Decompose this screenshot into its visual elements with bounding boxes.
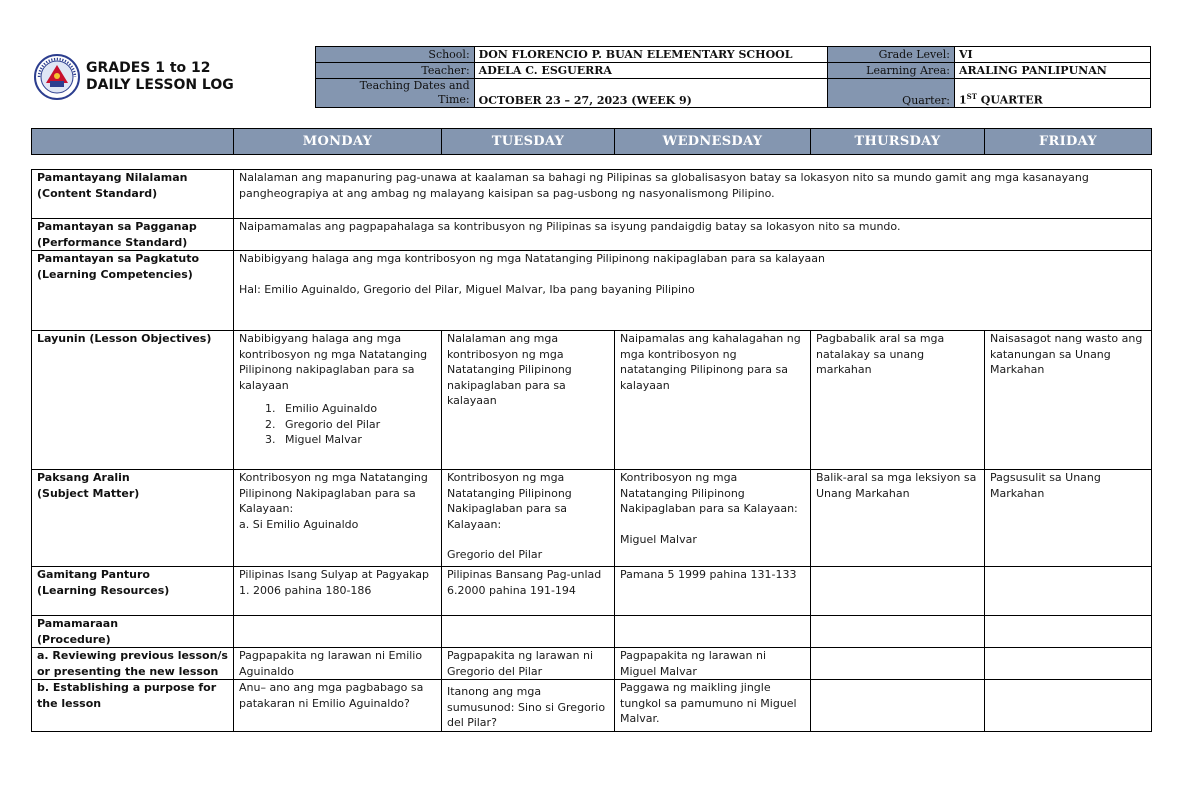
area-label: Learning Area: [828, 63, 955, 79]
subject-friday: Pagsusulit sa Unang Markahan [985, 470, 1152, 567]
subject-text: Kontribosyon ng mga Natatanging Pilipinong Nakipaglaban para sa Kalayaan: [239, 471, 428, 515]
table-row [32, 251, 1152, 331]
row-label-line: Pamantayan sa Pagganap [37, 220, 197, 233]
competency-example: Hal: Emilio Aguinaldo, Gregorio del Pilar, Miguel Malvar, Iba pang bayaning Pilipino [239, 282, 695, 296]
table-row [32, 219, 1152, 251]
resources-label [32, 567, 234, 616]
table-row [32, 170, 1152, 219]
spacer [447, 532, 609, 547]
performance-standard-label [32, 219, 234, 251]
subject-wednesday [615, 470, 811, 567]
teacher-value: ADELA C. ESGUERRA [474, 63, 828, 79]
table-row [32, 648, 1152, 680]
day-friday: FRIDAY [985, 129, 1152, 155]
day-thursday: THURSDAY [811, 129, 985, 155]
dates-label-line-2: Time: [438, 93, 470, 106]
days-corner [32, 129, 234, 155]
resources-thursday [811, 567, 985, 616]
hero-list [239, 401, 436, 448]
row-label-line: (Learning Competencies) [37, 267, 193, 281]
grade-label: Grade Level: [828, 47, 955, 63]
objectives-friday: Naisasagot nang wasto ang katanungan sa Unang Markahan [985, 331, 1152, 470]
reviewing-thursday [811, 648, 985, 680]
row-label-line: (Content Standard) [37, 186, 158, 200]
objectives-label: Layunin (Lesson Objectives) [32, 331, 234, 470]
competency-line: Nabibigyang halaga ang mga kontribosyon ng mga Natatanging Pilipinong nakipaglaban para sa kalayaan [239, 252, 825, 265]
title-line-1: GRADES 1 to 12 [86, 60, 211, 76]
purpose-tuesday: Itanong ang mga sumusunod: Sino si Gregorio del Pilar? [442, 680, 615, 732]
procedure-monday [234, 616, 442, 648]
row-label-line: (Subject Matter) [37, 486, 140, 500]
objectives-monday [234, 331, 442, 470]
spacer [620, 517, 805, 532]
objectives-tuesday: Nalalaman ang mga kontribosyon ng mga Natatanging Pilipinong nakipaglaban para sa kalayaan [442, 331, 615, 470]
quarter-number: 1 [959, 94, 967, 107]
purpose-wednesday: Paggawa ng maikling jingle tungkol sa pamumuno ni Miguel Malvar. [615, 680, 811, 732]
resources-monday: Pilipinas Isang Sulyap at Pagyakap 1. 2006 pahina 180-186 [234, 567, 442, 616]
deped-seal-icon [34, 54, 80, 100]
procedure-label [32, 616, 234, 648]
procedure-tuesday [442, 616, 615, 648]
subject-topic: Gregorio del Pilar [447, 548, 543, 561]
title-line-2: DAILY LESSON LOG [86, 77, 234, 93]
purpose-monday: Anu– ano ang mga pagbabago sa patakaran ni Emilio Aguinaldo? [234, 680, 442, 732]
subject-text: Kontribosyon ng mga Natatanging Pilipinong Nakipaglaban para sa Kalayaan: [447, 471, 572, 531]
quarter-word: QUARTER [976, 94, 1043, 107]
objectives-wednesday: Naipamalas ang kahalagahan ng mga kontribosyon ng natatanging Pilipinong para sa kalayaan [615, 331, 811, 470]
teacher-label: Teacher: [315, 63, 474, 79]
reviewing-label: a. Reviewing previous lesson/s or presenting the new lesson [32, 648, 234, 680]
table-row [32, 680, 1152, 732]
procedure-friday [985, 616, 1152, 648]
subject-topic: a. Si Emilio Aguinaldo [239, 517, 359, 531]
dates-value: OCTOBER 23 – 27, 2023 (WEEK 9) [474, 79, 828, 108]
objectives-thursday: Pagbabalik aral sa mga natalakay sa unang markahan [811, 331, 985, 470]
purpose-label: b. Establishing a purpose for the lesson [32, 680, 234, 732]
content-standard-label [32, 170, 234, 219]
row-label-line: (Procedure) [37, 632, 111, 646]
quarter-label: Quarter: [828, 79, 955, 108]
list-item: 3. Miguel Malvar [279, 432, 436, 448]
table-row [32, 331, 1152, 470]
quarter-superscript: ST [966, 92, 977, 102]
subject-text: Kontribosyon ng mga Natatanging Pilipinong Nakipaglaban para sa Kalayaan: [620, 471, 798, 515]
table-row [32, 567, 1152, 616]
reviewing-wednesday: Pagpapakita ng larawan ni Miguel Malvar [615, 648, 811, 680]
days-header-table [31, 128, 1152, 155]
day-monday: MONDAY [234, 129, 442, 155]
row-label-line: Gamitang Panturo [37, 568, 150, 581]
subject-label [32, 470, 234, 567]
quarter-value [955, 79, 1151, 108]
resources-tuesday: Pilipinas Bansang Pag-unlad 6.2000 pahina 191-194 [442, 567, 615, 616]
reviewing-friday [985, 648, 1152, 680]
school-value: DON FLORENCIO P. BUAN ELEMENTARY SCHOOL [474, 47, 828, 63]
school-label: School: [315, 47, 474, 63]
subject-tuesday [442, 470, 615, 567]
dates-label-line-1: Teaching Dates and [359, 79, 470, 92]
table-row [32, 616, 1152, 648]
row-label-line: Paksang Aralin [37, 471, 130, 484]
competencies-text [234, 251, 1152, 331]
row-label-line: (Learning Resources) [37, 583, 170, 597]
purpose-friday [985, 680, 1152, 732]
objective-text: Nabibigyang halaga ang mga kontribosyon ng mga Natatanging Pilipinong nakipaglaban para sa kalayaan [239, 332, 428, 392]
purpose-thursday [811, 680, 985, 732]
table-row [32, 470, 1152, 567]
reviewing-monday: Pagpapakita ng larawan ni Emilio Aguinaldo [234, 648, 442, 680]
subject-thursday: Balik-aral sa mga leksiyon sa Unang Markahan [811, 470, 985, 567]
dates-label [315, 79, 474, 108]
competencies-label [32, 251, 234, 331]
reviewing-tuesday: Pagpapakita ng larawan ni Gregorio del Pilar [442, 648, 615, 680]
performance-standard-text: Naipamamalas ang pagpapahalaga sa kontribusyon ng Pilipinas sa isyung pandaigdig batay sa lokasyon nito sa mundo. [234, 219, 1152, 251]
day-tuesday: TUESDAY [442, 129, 615, 155]
day-wednesday: WEDNESDAY [615, 129, 811, 155]
subject-topic: Miguel Malvar [620, 532, 697, 546]
list-item: 2. Gregorio del Pilar [279, 417, 436, 433]
lesson-log-table [31, 169, 1152, 732]
procedure-thursday [811, 616, 985, 648]
grade-value: VI [955, 47, 1151, 63]
subject-monday [234, 470, 442, 567]
list-item: 1. Emilio Aguinaldo [279, 401, 436, 417]
header-table [31, 46, 1151, 108]
row-label-line: Pamantayang Nilalaman [37, 171, 188, 184]
row-label-line: Pamantayan sa Pagkatuto [37, 252, 200, 265]
procedure-wednesday [615, 616, 811, 648]
content-standard-text: Nalalaman ang mapanuring pag-unawa at kaalaman sa bahagi ng Pilipinas sa globalisasyon batay sa lokasyon nito sa mundo gamit ang mga kasanayang pangheograpiya at ang ambag ng malayang kaisipan sa pag-usbong ng nasyonalismong Pilipino. [234, 170, 1152, 219]
row-label-line: Pamamaraan [37, 617, 119, 630]
resources-wednesday: Pamana 5 1999 pahina 131-133 [615, 567, 811, 616]
resources-friday [985, 567, 1152, 616]
logo-area [31, 47, 315, 108]
row-label-line: (Performance Standard) [37, 235, 188, 249]
area-value: ARALING PANLIPUNAN [955, 63, 1151, 79]
spacer [239, 267, 1146, 282]
